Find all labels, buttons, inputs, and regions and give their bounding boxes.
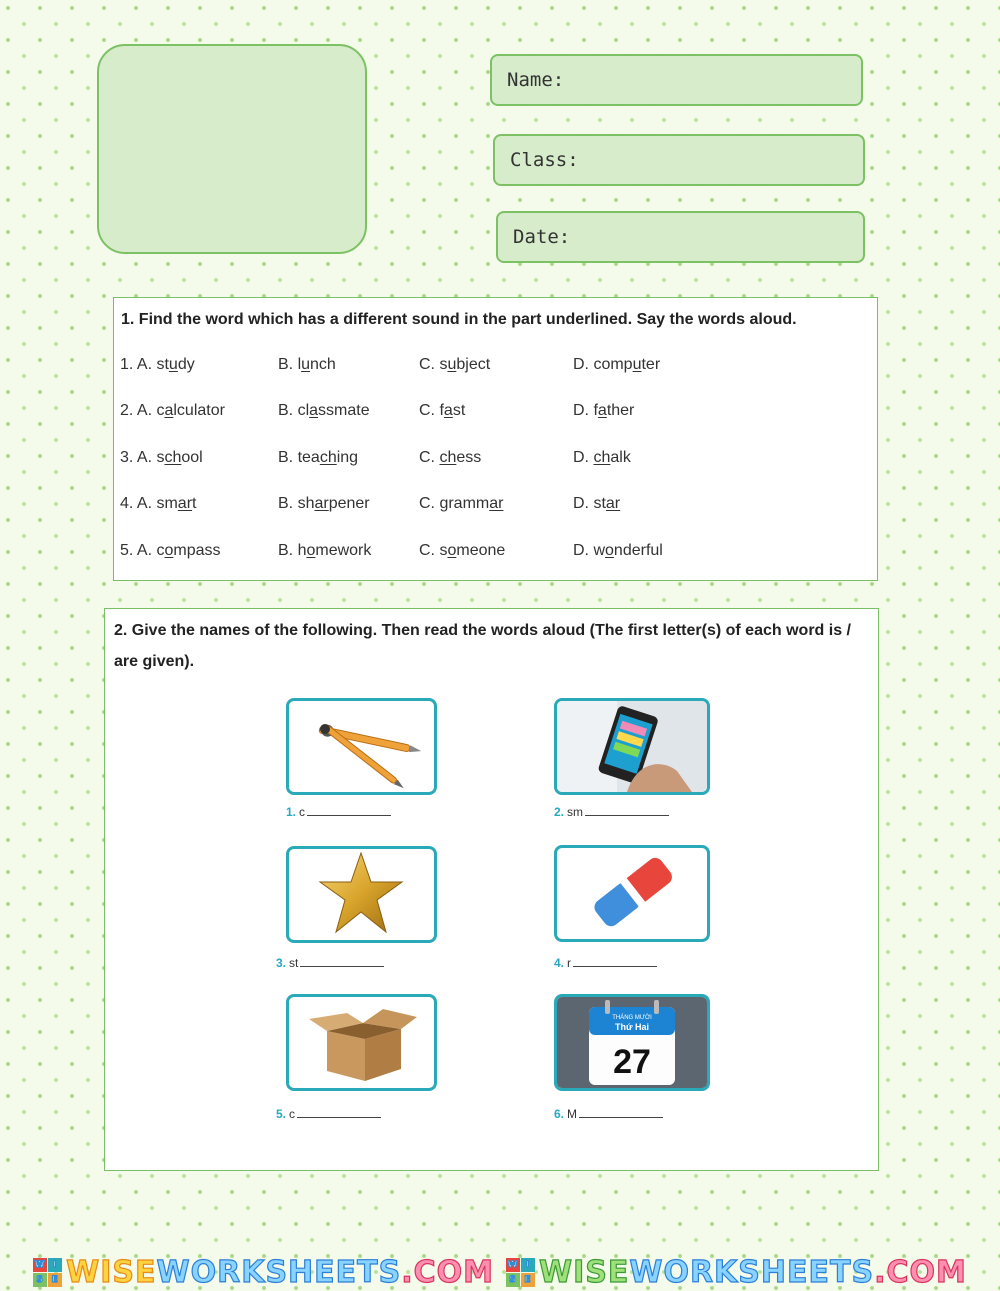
answer-line-1[interactable]: [307, 807, 391, 816]
star-image: [289, 849, 434, 940]
answer-option[interactable]: D. wonderful: [573, 542, 663, 559]
brand-logo-right: W I S E WISE WORKSHEETS .COM: [507, 1255, 967, 1290]
smartphone-picture: [554, 698, 710, 795]
exercise-1-panel: [113, 297, 878, 581]
answer-option[interactable]: B. lunch: [278, 356, 336, 373]
answer-option[interactable]: B. sharpener: [278, 495, 370, 512]
date-field[interactable]: [496, 211, 865, 263]
cardboard-box-picture: [286, 994, 437, 1091]
smartphone-image: [557, 701, 707, 792]
answer-option[interactable]: D. star: [573, 495, 621, 512]
calendar-day: 27: [613, 1043, 651, 1081]
question-row: [114, 356, 877, 380]
answer-option[interactable]: C. someone: [419, 542, 506, 559]
star-picture: [286, 846, 437, 943]
answer-option[interactable]: 1. A. study: [120, 356, 195, 373]
exercise-2-title: 2. Give the names of the following. Then read the words aloud (The first letter(s) of each word is / are given).: [114, 622, 851, 670]
calendar-month: THÁNG MƯỜI: [612, 1015, 652, 1021]
calendar-image: [557, 997, 707, 1088]
compass-image: [289, 701, 434, 792]
caption-1: 1. c: [286, 805, 391, 819]
answer-option[interactable]: B. homework: [278, 542, 372, 559]
answer-option[interactable]: C. subject: [419, 356, 491, 373]
question-row: [114, 449, 877, 473]
caption-2: 2. sm: [554, 805, 669, 819]
exercise-1-title: 1. Find the word which has a different sound in the part underlined. Say the words aloud.: [121, 311, 797, 328]
compass-picture: [286, 698, 437, 795]
caption-5: 5. c: [276, 1107, 381, 1121]
answer-option[interactable]: C. fast: [419, 402, 466, 419]
photo-placeholder: [97, 44, 367, 254]
answer-option[interactable]: D. father: [573, 402, 635, 419]
answer-line-4[interactable]: [573, 958, 657, 967]
answer-option[interactable]: B. classmate: [278, 402, 370, 419]
calendar-picture: [554, 994, 710, 1091]
logo-mark-icon: W I S E: [506, 1258, 535, 1287]
answer-line-3[interactable]: [300, 958, 384, 967]
question-row: [114, 542, 877, 566]
rubber-image: [557, 848, 707, 939]
answer-option[interactable]: 3. A. school: [120, 449, 203, 466]
cardboard-box-image: [289, 997, 434, 1088]
footer-watermark: [0, 1254, 1000, 1291]
class-label: Class:: [510, 149, 579, 171]
answer-option[interactable]: C. grammar: [419, 495, 504, 512]
date-label: Date:: [513, 226, 571, 248]
caption-3: 3. st: [276, 956, 384, 970]
brand-logo-left: W I S E WISE WORKSHEETS .COM: [34, 1255, 494, 1290]
answer-option[interactable]: 2. A. calculator: [120, 402, 225, 419]
caption-6: 6. M: [554, 1107, 663, 1121]
answer-option[interactable]: 5. A. compass: [120, 542, 221, 559]
question-row: [114, 495, 877, 519]
answer-option[interactable]: B. teaching: [278, 449, 359, 466]
caption-4: 4. r: [554, 956, 657, 970]
name-field[interactable]: [490, 54, 863, 106]
question-row: [114, 402, 877, 426]
exercise-2-panel: [104, 608, 879, 1171]
answer-option[interactable]: C. chess: [419, 449, 482, 466]
answer-line-5[interactable]: [297, 1109, 381, 1118]
answer-option[interactable]: 4. A. smart: [120, 495, 197, 512]
name-label: Name:: [507, 69, 565, 91]
answer-option[interactable]: D. computer: [573, 356, 661, 373]
answer-line-6[interactable]: [579, 1109, 663, 1118]
class-field[interactable]: [493, 134, 865, 186]
answer-line-2[interactable]: [585, 807, 669, 816]
calendar-weekday: Thứ Hai: [614, 1022, 650, 1032]
rubber-picture: [554, 845, 710, 942]
logo-mark-icon: W I S E: [33, 1258, 62, 1287]
answer-option[interactable]: D. chalk: [573, 449, 631, 466]
